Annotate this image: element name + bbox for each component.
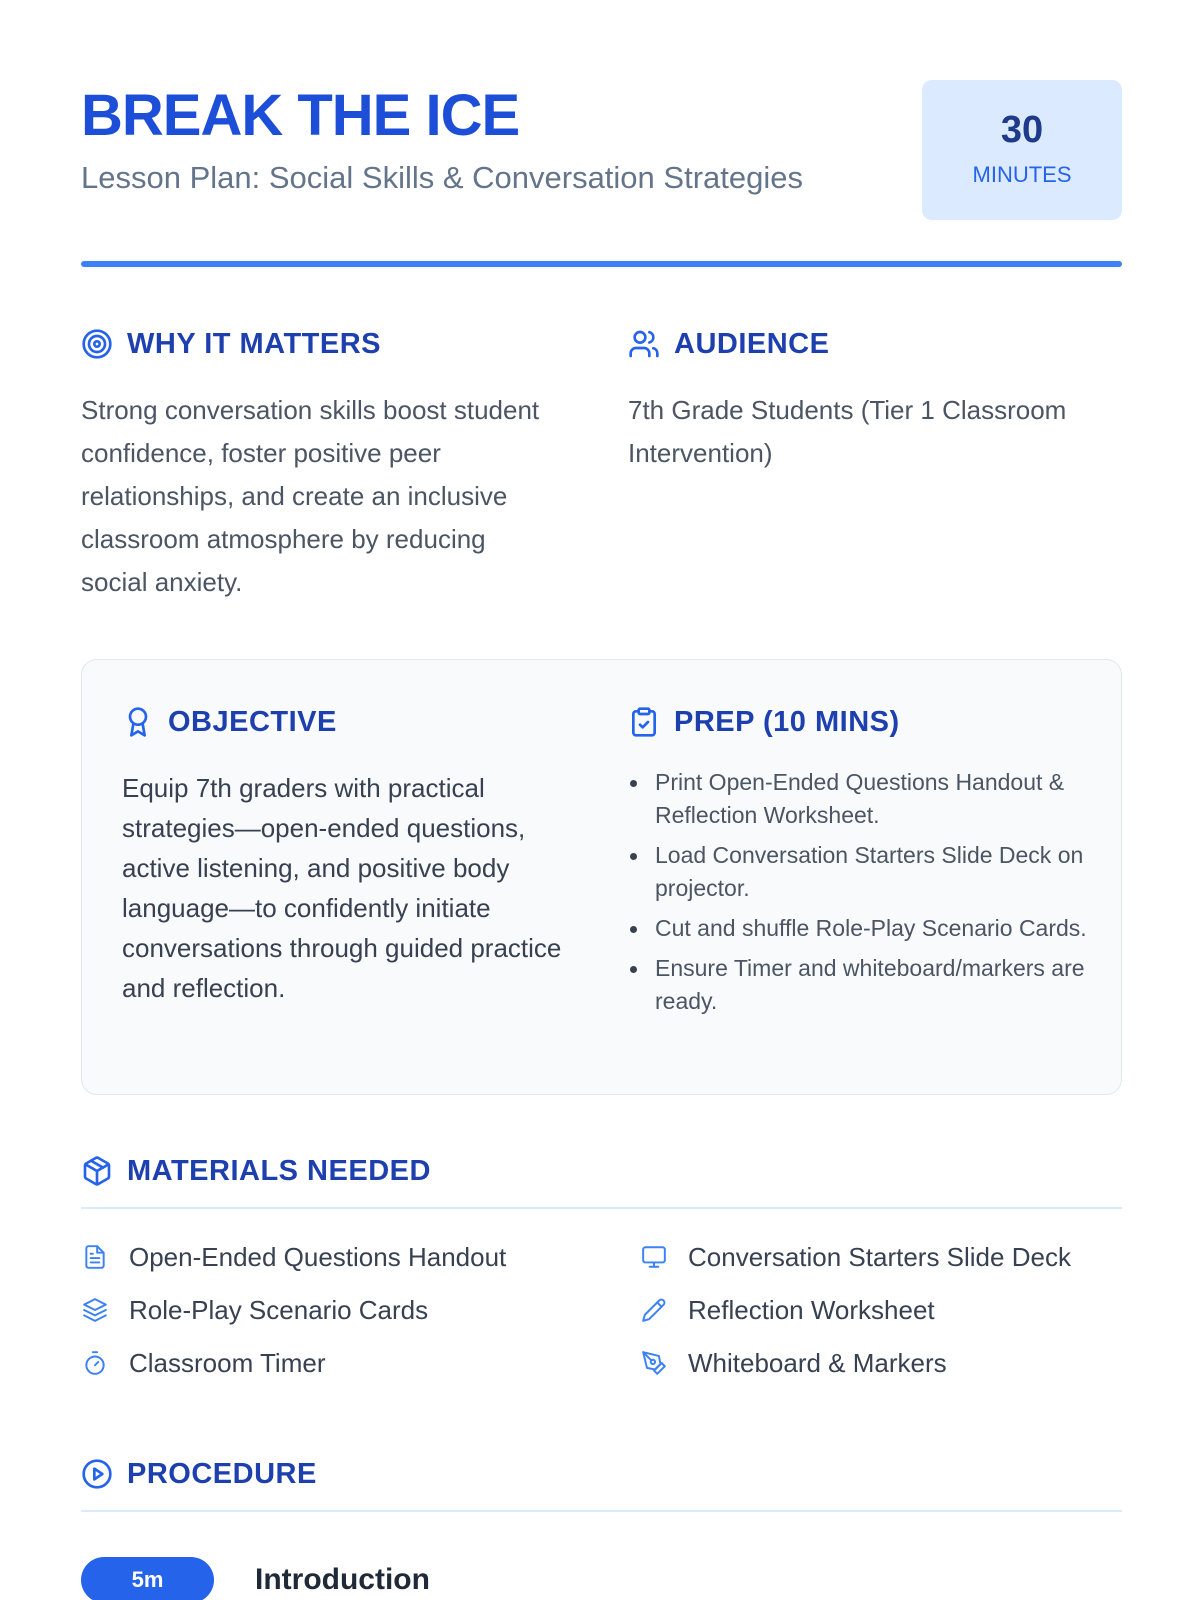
procedure-divider	[81, 1510, 1122, 1512]
materials-divider	[81, 1207, 1122, 1209]
material-item	[640, 1290, 935, 1330]
prep-heading	[628, 706, 900, 738]
pencil-icon	[640, 1296, 668, 1324]
file-text-icon	[81, 1243, 109, 1271]
material-label: Conversation Starters Slide Deck	[688, 1241, 1071, 1272]
page-subtitle: Lesson Plan: Social Skills & Conversation Strategies	[81, 160, 803, 195]
objective-heading	[122, 706, 337, 738]
material-item	[640, 1237, 1071, 1277]
material-label: Reflection Worksheet	[688, 1294, 935, 1325]
audience-text: 7th Grade Students (Tier 1 Classroom Intervention)	[628, 395, 1067, 468]
audience-heading-label: AUDIENCE	[674, 327, 830, 360]
objective-heading-label: OBJECTIVE	[168, 705, 337, 738]
prep-item: Print Open-Ended Questions Handout & Reflection Worksheet.	[628, 766, 1098, 832]
procedure-heading	[81, 1458, 317, 1490]
header-divider	[81, 261, 1122, 267]
duration-value: 30	[1000, 109, 1044, 151]
material-item	[81, 1343, 325, 1383]
prep-heading-label: PREP (10 MINS)	[674, 705, 900, 738]
why-heading	[81, 328, 381, 360]
monitor-icon	[640, 1243, 668, 1271]
audience-heading	[628, 328, 829, 360]
prep-list	[628, 766, 1098, 1025]
procedure-heading-label: PROCEDURE	[127, 1457, 317, 1490]
prep-item: Cut and shuffle Role-Play Scenario Cards.	[628, 912, 1098, 945]
material-item	[81, 1237, 506, 1277]
marker-icon	[640, 1349, 668, 1377]
step-title: Introduction	[255, 1563, 430, 1596]
materials-heading-label: MATERIALS NEEDED	[127, 1154, 431, 1187]
layers-icon	[81, 1296, 109, 1324]
material-label: Role-Play Scenario Cards	[129, 1294, 429, 1325]
why-heading-label: WHY IT MATTERS	[127, 327, 382, 360]
prep-item: Load Conversation Starters Slide Deck on projector.	[628, 839, 1098, 905]
users-icon	[628, 328, 660, 360]
step-duration-pill: 5m	[81, 1557, 214, 1600]
material-item	[81, 1290, 428, 1330]
material-item	[640, 1343, 947, 1383]
procedure-step	[81, 1557, 430, 1600]
materials-heading	[81, 1155, 431, 1187]
page-title: BREAK THE ICE	[81, 83, 520, 148]
material-label: Whiteboard & Markers	[688, 1347, 947, 1378]
material-label: Open-Ended Questions Handout	[129, 1241, 507, 1272]
why-text: Strong conversation skills boost student confidence, foster positive peer relationships, and create an inclusive classroom atmosphere by reducing social anxiety.	[81, 395, 540, 597]
target-icon	[81, 328, 113, 360]
prep-item: Ensure Timer and whiteboard/markers are ready.	[628, 952, 1098, 1018]
duration-unit: MINUTES	[972, 162, 1072, 187]
duration-badge	[922, 80, 1122, 220]
timer-icon	[81, 1349, 109, 1377]
clipboard-check-icon	[628, 706, 660, 738]
material-label: Classroom Timer	[129, 1347, 326, 1378]
objective-text: Equip 7th graders with practical strategies—open-ended questions, active listening, and positive body language—to confidently initiate conversations through guided practice and reflection.	[122, 773, 562, 1003]
play-circle-icon	[81, 1458, 113, 1490]
award-icon	[122, 706, 154, 738]
lesson-header	[81, 80, 1122, 220]
package-icon	[81, 1155, 113, 1187]
